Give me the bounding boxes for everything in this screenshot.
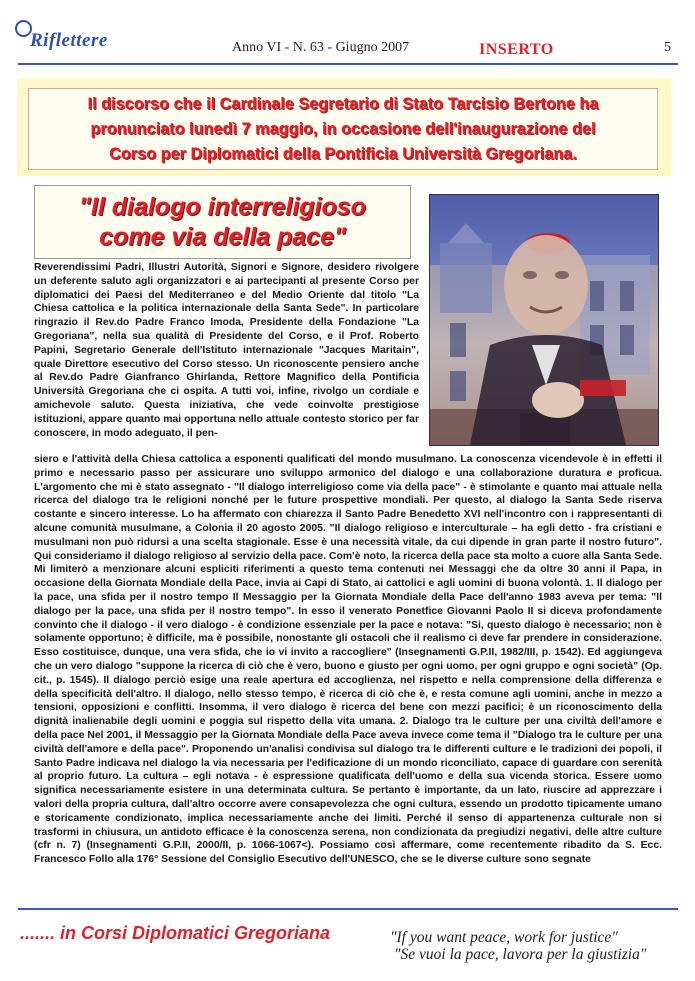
footer-divider xyxy=(18,908,678,910)
title-line-1: "Il dialogo interreligioso xyxy=(79,193,366,221)
intro-text xyxy=(88,92,599,167)
page-number: 5 xyxy=(664,40,671,55)
article-paragraph-wide: siero e l'attività della Chiesa cattolica a esponenti qualificati del mondo musulmano. La conoscenza vicendevole è in effetti il primo e necessario passo per assicurare uno sviluppo armonico del dialogo e una collaborazione duratura e proficua. L'argomento che mi è stato assegnato - "Il dialogo interreligioso come via della pace" - è stimolante e quanto mai attuale nella ricerca del dialogo tra le religioni nonché per le future prospettive mondiali. Per questo, al dialogo la Santa Sede riserva costante e sincero interesse. Lo ha affermato con chiarezza il Santo Padre Benedetto XVI nell'incontro con i rappresentanti di alcune comunità musulmane, a Colonia il 20 agosto 2005. "Il dialogo religioso e interculturale – ha egli detto - fra cristiani e musulmani non può ridursi a una scelta stagionale. Esse è una necessità vitale, da cui dipende in gran parte il nostro futuro". Qui consideriamo il dialogo religioso al servizio della pace. Com'è noto, la ricerca della pace sta molto a cuore alla Santa Sede. Mi limiterò a menzionare alcuni espliciti riferimenti a questo tema contenuti nei Messaggi che da oltre 30 anni il Papa, in occasione della Giornata Mondiale della Pace, invia ai Capi di Stato, ai cattolici e agli uomini di buona volontà. 1. Il dialogo per la pace, una sfida per il nostro tempo Il Messaggio per la Giornata Mondiale della Pace dell'anno 1983 aveva per tema: "Il dialogo per la pace, una sfida per il nostro tempo". In esso il venerato Ponetfice Giovanni Paolo II si diceva profondamente convinto che il dialogo - il vero dialogo - è condizione essenziale per la pace e notava: "Si, questo dialogo è necessario; non è solamente opportuno; è difficile, ma è possibile, nonostante gli ostacoli che il realismo ci deve far prendere in considerazione. Esso costituisce, dunque, una vera sfida, che io vi invito a raccogliere" (Insegnamenti G.P.II, 1982/III, p. 1542). Ed aggiungeva che un vero dialogo "suppone la ricerca di ciò che è vero, buono e giusto per ogni uomo, per ogni gruppo e ogni società" (Op. cit., p. 1545). Il dialogo perciò esige una reale apertura ed accoglienza, nel rispetto e nella comprensione della differenza e della specificità dell'altro. Il dialogo, nello stesso tempo, è ricerca di ciò che è, e resta comune agli uomini, anche in mezzo a tensioni, opposizioni e conflitti. Insomma, il vero dialogo è ricerca del bene con mezzi pacifici; è un riconoscimento della dignità inalienabile degli uomini e poggia sul rispetto della vita umana. 2. Dialogo tra le culture per una civiltà dell'amore e della pace Nel 2001, il Messaggio per la Giornata Mondiale della Pace aveva invece come tema il "Dialogo tra le culture per una civiltà dell'amore e della pace". Proponendo un'analisi condivisa sul dialogo tra le differenti culture e le tradizioni dei popoli, il Santo Padre indicava nel dialogo la via necessaria per l'edificazione di un mondo riconciliato, capace di guardare con serenità al proprio futuro. La cultura – egli notava - è espressione qualificata dell'uomo e della sua vicenda storica. Essere uomo significa necessariamente esistere in una determinata cultura. Se pertanto è importante, da un lato, riuscire ad apprezzare i valori della propria cultura, dall'altro occorre avere consapevolezza che ogni cultura, essendo un prodotto tipicamente umano e storicamente condizionato, implica necessariamente anche dei limiti. Perché il senso di appartenenza culturale non si trasformi in chiusura, un antidoto efficace è la conoscenza serena, non condizionata da pregiudizi negativi, delle altre culture (cfr n. 7) (Insegnamenti G.P.II, 2000/II, p. 1066-1067<). Possiamo così affermare, come recentemente ribadito da S. Ecc. Francesco Follo alla 176° Sessione del Consiglio Esecutivo dell'UNESCO, che se le diverse culture sono segnate xyxy=(34,454,662,866)
photo-illustration xyxy=(430,195,658,445)
section-label: INSERTO xyxy=(479,41,554,58)
header-divider xyxy=(18,63,678,65)
article-column-narrow xyxy=(34,261,419,440)
issue-info: Anno VI - N. 63 - Giugno 2007 xyxy=(232,40,410,55)
publication-logo: Riflettere xyxy=(30,30,108,51)
intro-line-2: pronunciato lunedì 7 maggio, in occasione dell'inaugurazione del xyxy=(90,119,596,138)
footer-continuation: ....... in Corsi Diplomatici Gregoriana xyxy=(20,923,331,943)
footer-quote-english: "If you want peace, work for justice" xyxy=(390,929,618,946)
article-title-box xyxy=(34,185,411,259)
title-line-2: come via della pace" xyxy=(99,223,346,251)
article-column-wide xyxy=(34,453,662,867)
intro-box xyxy=(28,88,658,170)
intro-line-3: Corso per Diplomatici della Pontificia Università Gregoriana. xyxy=(109,144,577,163)
article-paragraph-narrow: Reverendissimi Padri, Illustri Autorità, Signori e Signore, desidero rivolgere un deferente saluto agli organizzatori e ai partecipanti al presente Corso per diplomatici dei Paesi del Mediterraneo e del Medio Oriente dal titolo "La Chiesa cattolica e la politica internazionale della Santa Sede". In particolare ringrazio il Rev.do Padre Franco Imoda, Presidente della Fondazione "La Gregoriana", nella sua qualità di Presidente del Corso, e il Prof. Roberto Papini, Segretario Generale dell'Istituto internazionale "Jacques Maritain", quale Direttore esecutivo del Corso stesso. Un riconoscente pensiero anche al Rev.do Padre Gianfranco Ghirlanda, Rettore Magnifico della Pontificia Università Gregoriana che ci ospita. A tutti voi, infine, rivolgo un cordiale e amichevole saluto. Questa iniziativa, che vede coinvolte prestigiose istituzioni, appare quanto mai opportuna nello attuale contesto storico per far conoscere, in modo adeguato, il pen- xyxy=(34,262,419,439)
footer-quote-italian: "Se vuoi la pace, lavora per la giustizia" xyxy=(394,946,647,963)
article-title xyxy=(35,192,410,252)
cardinal-photo xyxy=(429,194,659,446)
intro-line-1: Il discorso che il Cardinale Segretario di Stato Tarcisio Bertone ha xyxy=(87,94,599,113)
